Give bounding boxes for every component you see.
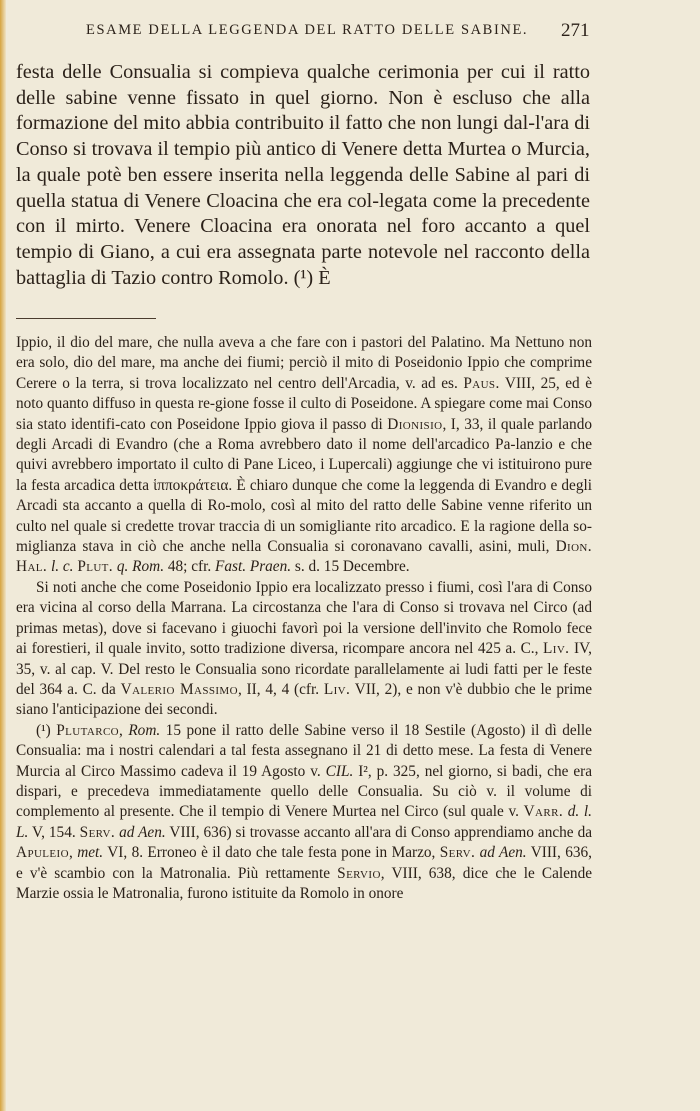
- citation-author: Apuleio: [16, 844, 69, 862]
- citation-author: Valerio Massimo: [120, 680, 238, 698]
- citation-author: Serv.: [79, 823, 116, 841]
- footnote-paragraph: Si noti anche che come Poseidonio Ippio era localizzato presso i fiumi, così l'ara di Conso era vicina al corso della Marrana. La circostanza che l'ara di Conso si trovava nel Circo (ad primas metas), dove si facevano i giuochi favorì poi la versione dell'invito che Romolo fece ai forestieri, il quale invito, sotto tradizione diversa, ricompare ancora nel 425 a. C., Liv. IV, 35, v. al cap. V. Del resto le Consualia sono ricordate parallelamente ai ludi fatti per le feste del 364 a. C. da Valerio Massimo, II, 4, 4 (cfr. Liv. VII, 2), e non v'è dubbio che le prime siano l'anticipazione dei secondi.: [16, 578, 593, 719]
- citation-author: Plutarco: [56, 721, 120, 739]
- citation-author: Plut.: [77, 558, 114, 576]
- citation-author: Servio: [337, 864, 381, 882]
- page-number: 271: [561, 20, 590, 41]
- citation-author: Liv.: [543, 640, 570, 658]
- citation-author: Varr.: [523, 803, 564, 821]
- footnote-continuation: Ippio, il dio del mare, che nulla aveva a che fare con i pastori del Palatino. Ma Nettuno non era solo, dio del mare, ma anche dei fiumi; perciò il mito di Poseidonio Ippio che comprime Cerere o la terra, si trova localizzato nel centro dell'Arcadia, v. ad es. Paus. VIII, 25, ed è noto quanto diffuso in questa re-gione fosse il culto di Poseidone. A spiegare come mai Conso sia stato identifi-cato con Poseidone Ippio giova il passo di Dionisio, I, 33, il quale parlando degli Arcadi di Evandro (che a Roma avrebbero dato il nome dell'arcadico Pa-lanzio e che quivi avrebbero importato il culto di Pane Liceo, i Lupercali) aggiunge che vi istituirono pure la festa arcadica detta ἱπποκράτεια. È chiaro dunque che come la leggenda di Evandro e degli Arcadi sta accanto a quella di Ro-molo, così al mito del ratto delle Sabine venne riferito un culto nel quale si credette trovar traccia di un somigliante rito arcadico. E la ragione della so-miglianza stava in ciò che anche nella Consualia si coronavano cavalli, asini, muli, Dion. Hal. l. c. Plut. q. Rom. 48; cfr. Fast. Praen. s. d. 15 Decembre.: [16, 334, 592, 576]
- citation-author: Paus.: [463, 374, 500, 392]
- footnote-divider: [16, 318, 156, 319]
- citation-author: Dion. Hal.: [16, 538, 592, 576]
- running-title: ESAME DELLA LEGGENDA DEL RATTO DELLE SABINE.: [86, 22, 529, 38]
- citation-author: Serv.: [439, 844, 476, 862]
- footnote-1: (¹) Plutarco, Rom. 15 pone il ratto delle Sabine verso il 18 Sestile (Agosto) il dì delle Consualia: ma i nostri calendari a tal festa assegnano il 21 di detto mese. La festa di Venere Murcia al Circo Massimo cadeva il 19 Agosto v. CIL. I², p. 325, nel giorno, si badi, che era dispari, e precedeva immediatamente quello delle Consualia. Su ciò v. il volume di complemento al presente. Che il tempio di Venere Murtea nel Circo (sul quale v. Varr. d. l. L. V, 154. Serv. ad Aen. VIII, 636) si trovasse accanto all'ara di Conso apprendiamo anche da Apuleio, met. VI, 8. Erroneo è il dato che tale festa pone in Marzo, Serv. ad Aen. VIII, 636, e v'è scambio con la Matronalia. Più rettamente Servio, VIII, 638, dice che le Calende Marzie ossia le Matronalia, furono istituite da Romolo in onore: [16, 721, 593, 902]
- citation-author: Dionisio: [387, 415, 443, 433]
- citation-author: Liv.: [323, 680, 351, 698]
- main-text-block: [16, 60, 590, 291]
- page-edge: [0, 0, 6, 1111]
- page-header: [16, 22, 594, 39]
- main-paragraph: festa delle Consualia si compieva qualche cerimonia per cui il ratto delle sabine venne fissato in quel giorno. Non è escluso che alla formazione del mito abbia contribuito il fatto che non lungi dal-l'ara di Conso si trovava il tempio più antico di Venere detta Murtea o Murcia, la quale potè ben essere inserita nella leggenda delle Sabine al pari di quella statua di Venere Cloacina che era col-legata come la precedente con il mirto. Venere Cloacina era onorata nel foro accanto a quel tempio di Giano, a cui era assegnata parte notevole nel racconto della battaglia di Tazio contro Romolo. (¹) È: [16, 61, 590, 289]
- footnotes: [16, 333, 592, 904]
